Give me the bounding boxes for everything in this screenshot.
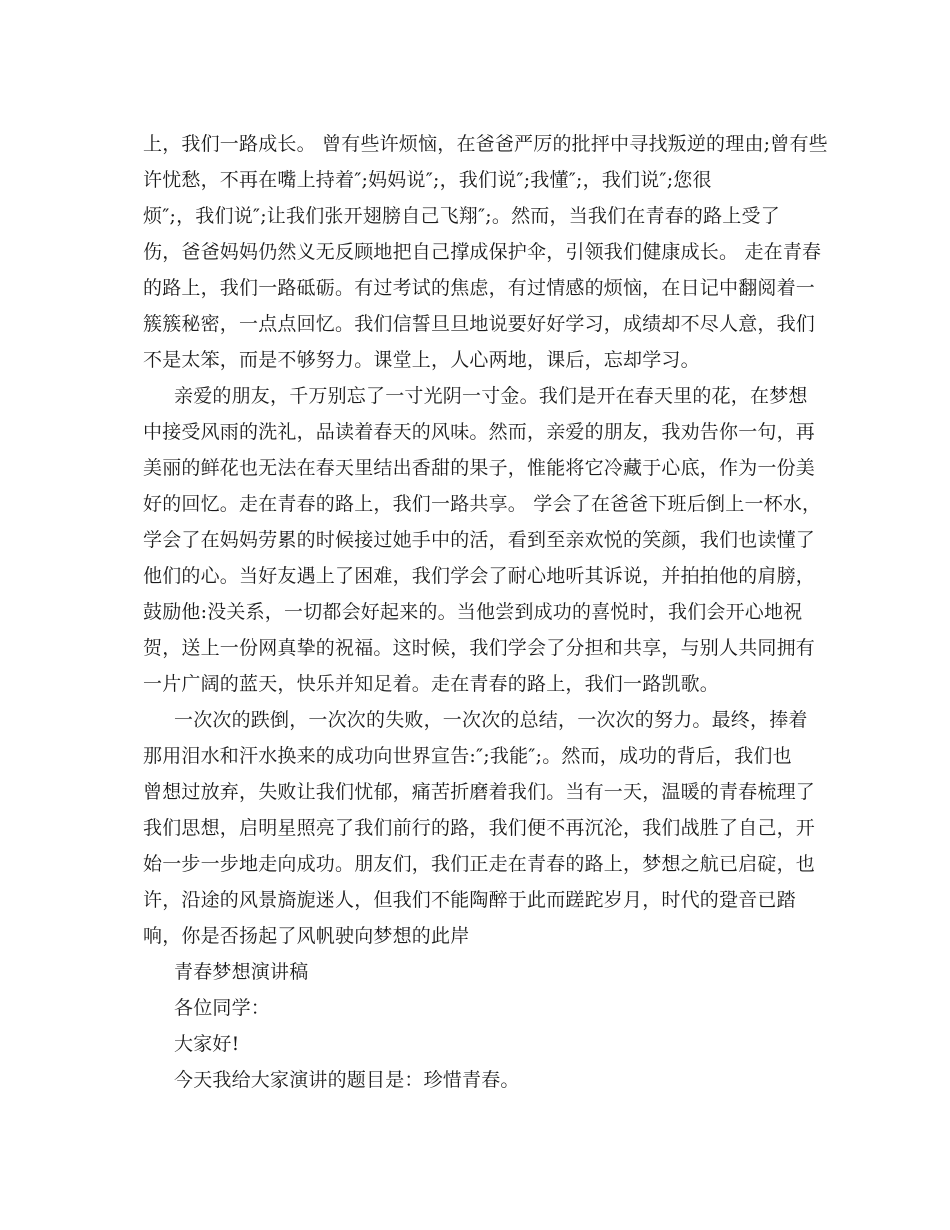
text-line: 响，你是否扬起了风帆驶向梦想的此岸 [143,925,470,947]
text-line: 贺，送上一份网真挚的祝福。这时候，我们学会了分担和共享，与别人共同拥有 [143,637,816,659]
text-line: 的路上，我们一路砥砺。有过考试的焦虑，有过情感的烦恼，在日记中翻阅着一 [143,277,816,299]
text-line: 一次次的跌倒，一次次的失败，一次次的总结，一次次的努力。最终，捧着 [174,709,808,731]
text-line: 始一步一步地走向成功。朋友们，我们正走在青春的路上，梦想之航已启碇，也 [143,853,816,875]
text-line: 许，沿途的风景旖旎迷人，但我们不能陶醉于此而蹉跎岁月，时代的跫音已踏 [143,889,796,911]
text-line: 各位同学： [174,997,271,1019]
text-line: 我们思想，启明星照亮了我们前行的路，我们便不再沉沦，我们战胜了自己，开 [143,817,816,839]
text-line: 好的回忆。走在青春的路上，我们一路共享。 学会了在爸爸下班后倒上一杯水， [143,493,822,515]
text-line: 亲爱的朋友，千万别忘了一寸光阴一寸金。我们是开在春天里的花，在梦想 [174,385,808,407]
text-line: 不是太笨，而是不够努力。课堂上，人心两地，课后，忘却学习。 [143,349,700,371]
text-line: 今天我给大家演讲的题目是：珍惜青春。 [174,1069,520,1091]
text-line: 那用泪水和汗水换来的成功向世界宣告:″;我能″;。然而，成功的背后，我们也 [143,745,792,767]
text-line: 曾想过放弃，失败让我们忧郁，痛苦折磨着我们。当有一天，温暖的青春梳理了 [143,781,816,803]
text-line: 上，我们一路成长。 曾有些许烦恼，在爸爸严厉的批抨中寻找叛逆的理由;曾有些 [143,133,828,155]
text-line: 簇簇秘密，一点点回忆。我们信誓旦旦地说要好好学习，成绩却不尽人意，我们 [143,313,816,335]
document-body [143,126,828,1098]
text-line: 伤，爸爸妈妈仍然义无反顾地把自己撑成保护伞，引领我们健康成长。 走在青春 [143,241,822,263]
text-line: 大家好! [174,1033,240,1055]
text-line: 许忧愁，不再在嘴上持着″;妈妈说″;，我们说″;我懂″;，我们说″;您很 [143,169,712,191]
text-line: 鼓励他:没关系，一切都会好起来的。当他尝到成功的喜悦时，我们会开心地祝 [143,601,803,623]
text-line: 烦″;，我们说″;让我们张开翅膀自己飞翔″;。然而，当我们在青春的路上受了 [143,205,780,227]
text-line: 美丽的鲜花也无法在春天里结出香甜的果子，惟能将它冷藏于心底，作为一份美 [143,457,816,479]
text-line: 他们的心。当好友遇上了困难，我们学会了耐心地听其诉说，并拍拍他的肩膀， [143,565,816,587]
text-line: 青春梦想演讲稿 [174,961,309,983]
text-line: 学会了在妈妈劳累的时候接过她手中的活，看到至亲欢悦的笑颜，我们也读懂了 [143,529,816,551]
text-line: 中接受风雨的洗礼，品读着春天的风味。然而，亲爱的朋友，我劝告你一句，再 [143,421,816,443]
text-line: 一片广阔的蓝天，快乐并知足着。走在青春的路上，我们一路凯歌。 [143,673,720,695]
